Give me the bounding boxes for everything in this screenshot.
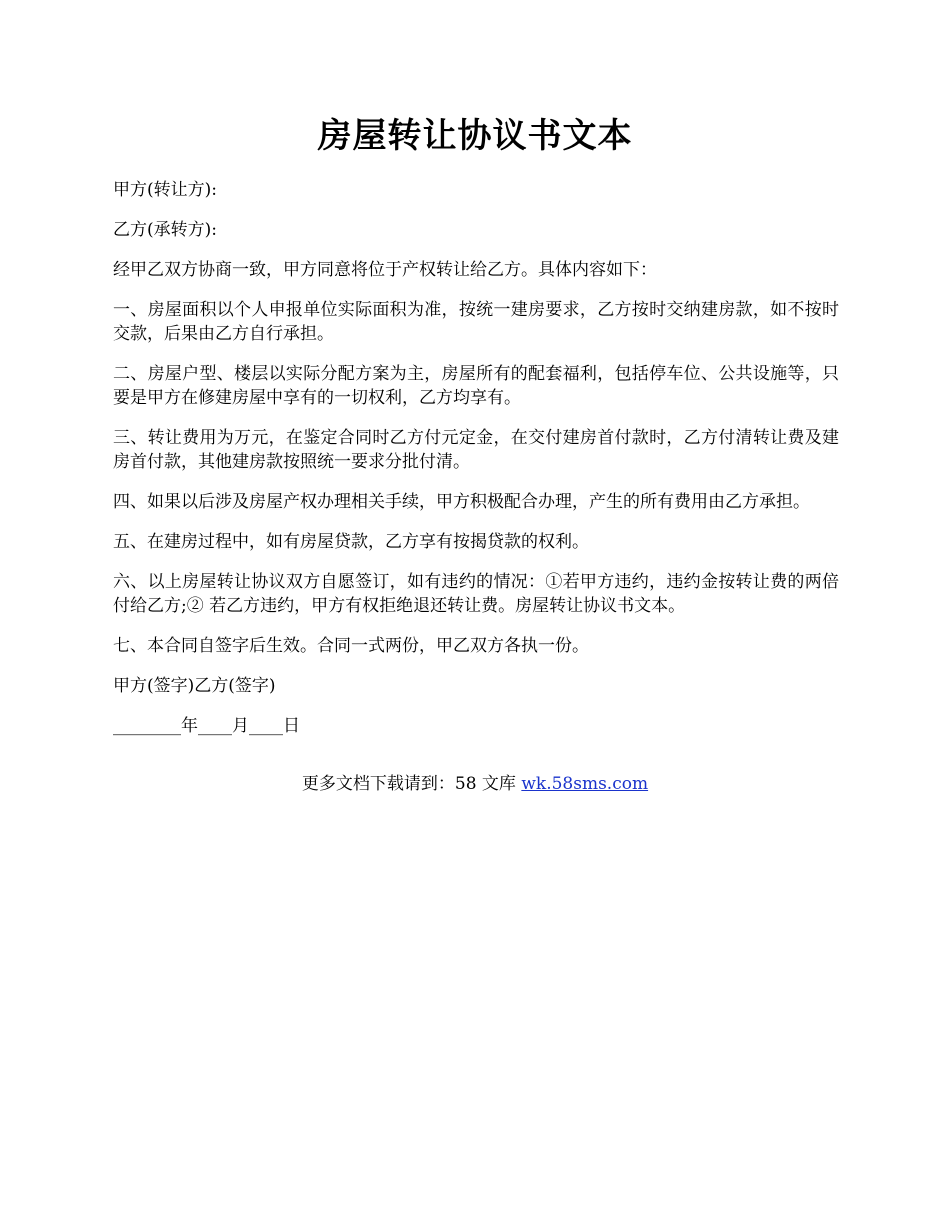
clause-5: 五、在建房过程中，如有房屋贷款，乙方享有按揭贷款的权利。 [113, 532, 589, 552]
download-footer [0, 772, 950, 796]
clause-7: 七、本合同自签字后生效。合同一式两份，甲乙双方各执一份。 [113, 636, 589, 656]
party-b-line: 乙方(承转方): [113, 220, 217, 240]
document-body [113, 178, 839, 754]
clause-6: 六、以上房屋转让协议双方自愿签订，如有违约的情况：①若甲方违约，违约金按转让费的两倍付给乙方;② 若乙方违约，甲方有权拒绝退还转让费。房屋转让协议书文本。 [113, 572, 839, 616]
party-a-line: 甲方(转让方): [113, 180, 217, 200]
footer-link[interactable]: wk.58sms.com [521, 774, 649, 794]
signature-line: 甲方(签字)乙方(签字) [113, 676, 276, 696]
clause-4: 四、如果以后涉及房屋产权办理相关手续，甲方积极配合办理，产生的所有费用由乙方承担。 [113, 492, 810, 512]
document-title: 房屋转让协议书文本 [317, 116, 633, 156]
date-line: ________年____月____日 [113, 716, 300, 736]
clause-1: 一、房屋面积以个人申报单位实际面积为准，按统一建房要求，乙方按时交纳建房款，如不按时交款，后果由乙方自行承担。 [113, 300, 839, 344]
footer-text: 更多文档下载请到：58 文库 [301, 774, 522, 794]
clause-2: 二、房屋户型、楼层以实际分配方案为主，房屋所有的配套福利，包括停车位、公共设施等，只要是甲方在修建房屋中享有的一切权利，乙方均享有。 [113, 364, 839, 408]
intro-paragraph: 经甲乙双方协商一致，甲方同意将位于产权转让给乙方。具体内容如下： [113, 260, 657, 280]
clause-3: 三、转让费用为万元，在鉴定合同时乙方付元定金，在交付建房首付款时，乙方付清转让费及建房首付款，其他建房款按照统一要求分批付清。 [113, 428, 839, 472]
